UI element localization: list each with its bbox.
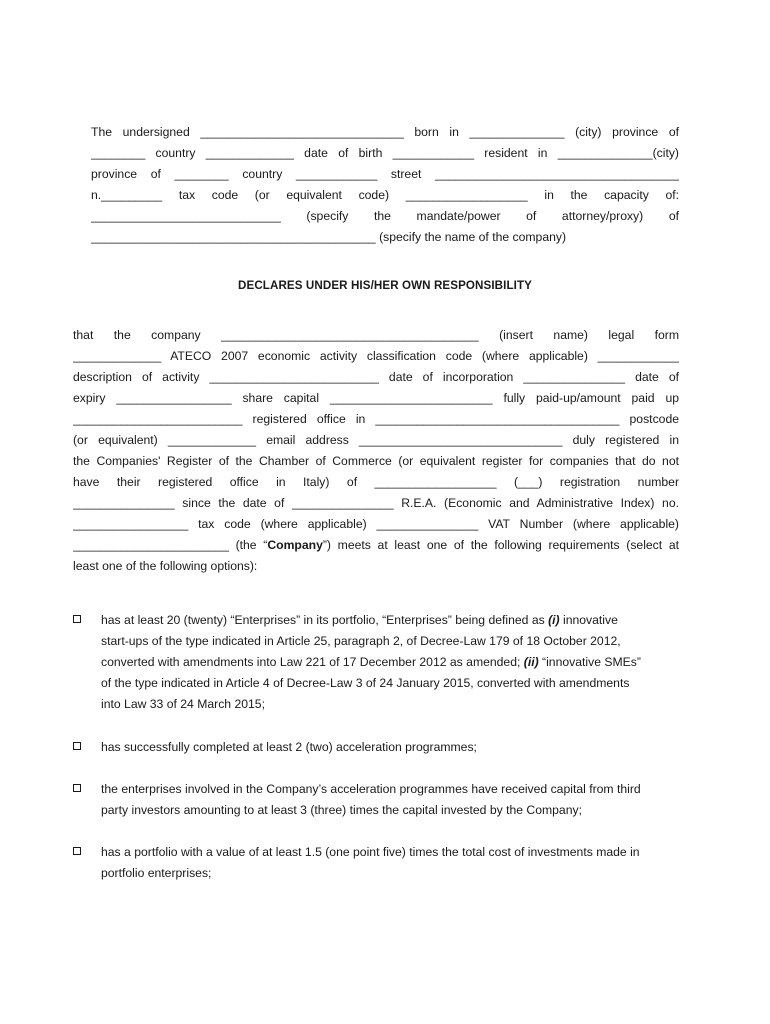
option-checkbox[interactable] [73, 615, 81, 623]
body-line: expiry _________________ share capital ________________________ fully paid-up/amount paid up [73, 391, 679, 405]
body-line: the Companies' Register of the Chamber of Commerce (or equivalent register for companies that do not [73, 454, 679, 468]
body-line: _________________ tax code (where applicable) _______________ VAT Number (where applicable) [73, 517, 679, 531]
intro-line: ____________________________ (specify the mandate/power of attorney/proxy) of [91, 209, 679, 223]
body-line: (or equivalent) _____________ email address ______________________________ duly registered in [73, 433, 679, 447]
option-text-emphasis: (i) [548, 613, 560, 627]
option-line [101, 863, 681, 884]
option-text-part: “innovative SMEs” [538, 655, 641, 669]
intro-line: province of ________ country ____________ street ____________________________________ [91, 167, 679, 181]
option-text-part: start-ups of the type indicated in Article 25, paragraph 2, of Decree-Law 179 of 18 October 2012, [101, 634, 621, 648]
option-text [101, 737, 681, 758]
declaration-heading: DECLARES UNDER HIS/HER OWN RESPONSIBILITY [238, 279, 532, 292]
body-line: least one of the following options): [73, 559, 258, 573]
option-text-part: has successfully completed at least 2 (two) acceleration programmes; [101, 740, 477, 754]
body-line: that the company ______________________________________ (insert name) legal form [73, 328, 679, 342]
intro-line: n._________ tax code (or equivalent code) __________________ in the capacity of: [91, 188, 679, 202]
body-line: have their registered office in Italy) of __________________ (___) registration number [73, 475, 679, 489]
body-line: description of activity _________________________ date of incorporation _______________ date of [73, 370, 679, 384]
option-text-part: portfolio enterprises; [101, 866, 212, 880]
body-line: _____________ ATECO 2007 economic activity classification code (where applicable) ____________ [73, 349, 679, 363]
option-text-part: party investors amounting to at least 3 (three) times the capital invested by the Company; [101, 803, 582, 817]
company-line-suffix: ”) meets at least one of the following requirements (select at [322, 538, 679, 552]
option-text-part: has at least 20 (twenty) “Enterprises” in its portfolio, “Enterprises” being defined as [101, 613, 549, 627]
option-text [101, 779, 681, 821]
company-line-prefix: _______________________ (the “ [73, 538, 268, 552]
option-text-part: of the type indicated in Article 4 of Decree-Law 3 of 24 January 2015, converted with amendments [101, 676, 630, 690]
option-text-part: innovative [559, 613, 618, 627]
company-definition-line [73, 535, 679, 556]
option-text [101, 842, 681, 884]
option-line [101, 610, 681, 631]
option-text-part: converted with amendments into Law 221 of 17 December 2012 as amended; [101, 655, 524, 669]
option-line [101, 673, 681, 694]
company-details [73, 325, 679, 577]
option-line [101, 631, 681, 652]
body-line: _________________________ registered office in ____________________________________ postcode [73, 412, 679, 426]
option-text-part: the enterprises involved in the Company’s acceleration programmes have received capital from third [101, 782, 641, 796]
option-checkbox[interactable] [73, 784, 81, 792]
option-checkbox[interactable] [73, 742, 81, 750]
option-line [101, 737, 681, 758]
company-defined-term: Company [267, 538, 323, 552]
option-text [101, 610, 681, 715]
option-text-part: into Law 33 of 24 March 2015; [101, 697, 265, 711]
body-line: _______________ since the date of _______________ R.E.A. (Economic and Administrative Index) no. [73, 496, 679, 510]
option-line [101, 694, 681, 715]
option-text-part: has a portfolio with a value of at least 1.5 (one point five) times the total cost of investments made in [101, 845, 640, 859]
option-line [101, 652, 681, 673]
option-line [101, 842, 681, 863]
intro-line: __________________________________________ (specify the name of the company) [91, 230, 567, 244]
option-line [101, 800, 681, 821]
option-text-emphasis: (ii) [523, 655, 539, 669]
intro-line: ________ country _____________ date of birth ____________ resident in ______________(city) [91, 146, 679, 160]
declarant-details [91, 122, 679, 248]
option-checkbox[interactable] [73, 847, 81, 855]
option-line [101, 779, 681, 800]
intro-line: The undersigned ______________________________ born in ______________ (city) province of [91, 125, 679, 139]
